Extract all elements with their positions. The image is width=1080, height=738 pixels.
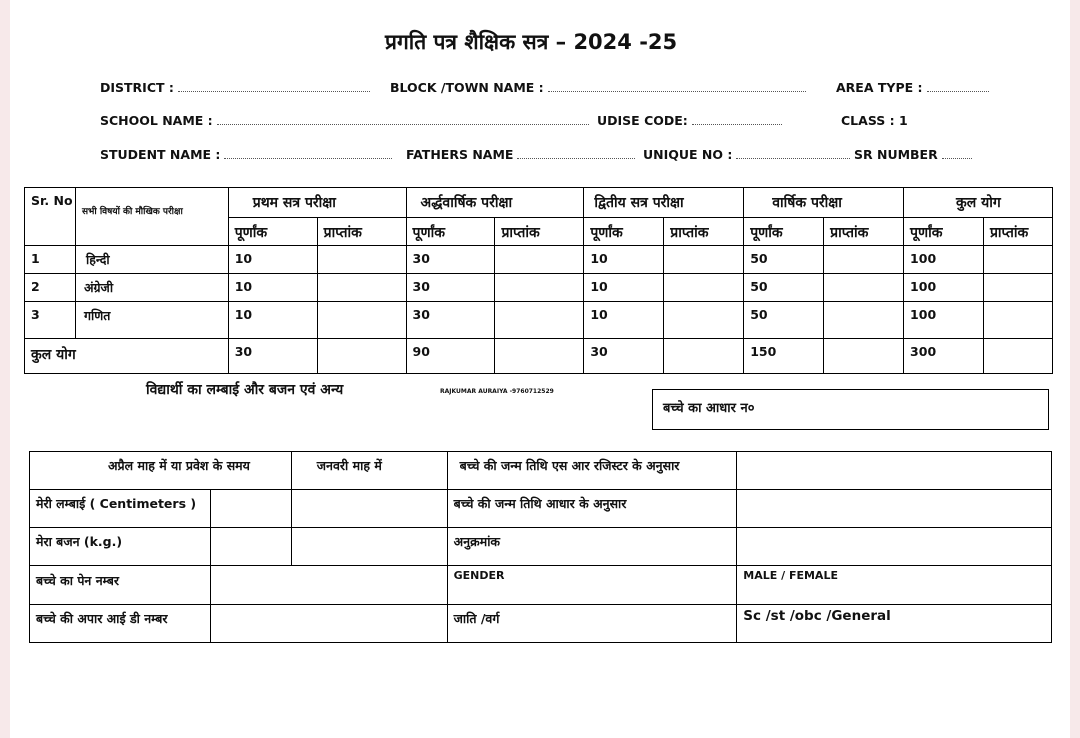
sr-cell: 3 [25,302,76,339]
full-marks-cell: 30 [406,302,495,339]
area-type-label: AREA TYPE : [836,80,923,95]
block-label: BLOCK /TOWN NAME : [390,80,544,95]
full-marks-cell: 10 [228,246,317,274]
obtained-marks-cell[interactable] [317,246,406,274]
full-marks-cell: 10 [584,274,664,302]
table-row [25,302,1053,339]
obtained-marks-cell[interactable] [317,302,406,339]
table-row [25,246,1053,274]
full-marks-header: पूर्णांक [228,218,317,246]
table-row [30,566,1052,605]
table-row [30,605,1052,643]
total-obtained-cell[interactable] [664,339,744,374]
exam-header-3: द्वितीय सत्र परीक्षा [584,188,744,218]
area-type-field [836,80,989,95]
gender-label: GENDER [447,566,737,605]
dob-aadhaar-label: बच्चे की जन्म तिथि आधार के अनुसार [447,490,737,528]
total-full-cell: 90 [406,339,495,374]
full-marks-cell: 10 [228,302,317,339]
obtained-marks-cell[interactable] [824,302,904,339]
sr-number-label: SR NUMBER [854,147,938,162]
obtained-marks-header: प्राप्तांक [664,218,744,246]
obtained-marks-cell[interactable] [317,274,406,302]
table-row [30,528,1052,566]
full-marks-cell: 50 [744,246,824,274]
height-january-value[interactable] [291,490,447,528]
student-field [100,147,392,162]
credit-text: RAJKUMAR AURAIYA -9760712529 [440,388,554,395]
aadhaar-box[interactable] [652,389,1049,430]
obtained-marks-cell[interactable] [983,274,1052,302]
gender-options[interactable]: MALE / FEMALE [737,566,1052,605]
obtained-marks-header: प्राप्तांक [983,218,1052,246]
total-obtained-cell[interactable] [495,339,584,374]
aadhaar-label: बच्चे का आधार न० [663,401,755,416]
total-obtained-cell[interactable] [824,339,904,374]
father-label: FATHERS NAME [406,147,514,162]
district-field [100,80,370,95]
school-label: SCHOOL NAME : [100,113,213,128]
weight-label: मेरा बजन (k.g.) [30,528,211,566]
total-label: कुल योग [25,339,229,374]
block-field [390,80,806,95]
exam-header-5: कुल योग [904,188,1053,218]
roll-value[interactable] [737,528,1052,566]
full-marks-cell: 10 [584,246,664,274]
table-row [30,490,1052,528]
april-header: अप्रैल माह में या प्रवेश के समय [30,452,292,490]
full-marks-cell: 30 [406,274,495,302]
weight-april-value[interactable] [210,528,291,566]
obtained-marks-header: प्राप्तांक [317,218,406,246]
sr-cell: 2 [25,274,76,302]
obtained-marks-cell[interactable] [664,274,744,302]
roll-label: अनुक्रमांक [447,528,737,566]
full-marks-cell: 50 [744,274,824,302]
full-marks-cell: 50 [744,302,824,339]
exam-header-4: वार्षिक परीक्षा [744,188,904,218]
total-full-cell: 150 [744,339,824,374]
subject-header: सभी विषयों की मौखिक परीक्षा [75,188,228,246]
obtained-marks-cell[interactable] [983,302,1052,339]
total-full-cell: 30 [228,339,317,374]
exam-header-row [25,188,1053,218]
total-obtained-cell[interactable] [983,339,1052,374]
apaar-label: बच्चे की अपार आई डी नम्बर [30,605,211,643]
total-full-cell: 300 [904,339,984,374]
total-row [25,339,1053,374]
subject-cell: गणित [75,302,228,339]
obtained-marks-cell[interactable] [983,246,1052,274]
obtained-marks-cell[interactable] [495,246,584,274]
obtained-marks-header: प्राप्तांक [824,218,904,246]
obtained-marks-cell[interactable] [495,274,584,302]
udise-label: UDISE CODE: [597,113,688,128]
apaar-value[interactable] [210,605,447,643]
student-details-table [29,451,1052,643]
class-label: CLASS : 1 [841,113,908,128]
subject-cell: अंग्रेजी [75,274,228,302]
exam-header-2: अर्द्धवार्षिक परीक्षा [406,188,584,218]
table-row [30,452,1052,490]
sr-cell: 1 [25,246,76,274]
obtained-marks-cell[interactable] [664,246,744,274]
january-header: जनवरी माह में [291,452,447,490]
full-marks-cell: 100 [904,246,984,274]
unique-label: UNIQUE NO : [643,147,733,162]
full-marks-header: पूर्णांक [406,218,495,246]
district-label: DISTRICT : [100,80,174,95]
school-field [100,113,589,128]
obtained-marks-cell[interactable] [495,302,584,339]
full-marks-header: पूर्णांक [584,218,664,246]
student-label: STUDENT NAME : [100,147,221,162]
caste-options[interactable]: Sc /st /obc /General [737,605,1052,643]
total-full-cell: 30 [584,339,664,374]
full-marks-cell: 100 [904,274,984,302]
obtained-marks-cell[interactable] [664,302,744,339]
unique-field [643,147,850,162]
full-marks-header: पूर्णांक [904,218,984,246]
full-marks-header: पूर्णांक [744,218,824,246]
full-marks-cell: 30 [406,246,495,274]
total-obtained-cell[interactable] [317,339,406,374]
height-label: मेरी लम्बाई ( Centimeters ) [30,490,211,528]
subject-cell: हिन्दी [75,246,228,274]
udise-field [597,113,782,128]
father-field [406,147,635,162]
section-heading: विद्यार्थी का लम्बाई और बजन एवं अन्य [146,382,344,398]
sr-number-field [854,147,972,162]
table-row [25,274,1053,302]
obtained-marks-cell[interactable] [824,246,904,274]
exam-header-1: प्रथम सत्र परीक्षा [228,188,406,218]
pen-value[interactable] [210,566,447,605]
dob-aadhaar-value[interactable] [737,490,1052,528]
caste-label: जाति /वर्ग [447,605,737,643]
height-april-value[interactable] [210,490,291,528]
dob-sr-label: बच्चे की जन्म तिथि एस आर रजिस्टर के अनुसार [447,452,737,490]
full-marks-cell: 100 [904,302,984,339]
full-marks-cell: 10 [228,274,317,302]
marks-table [24,187,1053,374]
pen-label: बच्चे का पेन नम्बर [30,566,211,605]
weight-january-value[interactable] [291,528,447,566]
obtained-marks-cell[interactable] [824,274,904,302]
full-marks-cell: 10 [584,302,664,339]
page-title: प्रगति पत्र शैक्षिक सत्र – 2024 -25 [385,30,678,54]
sr-header: Sr. No [25,188,76,246]
dob-sr-value[interactable] [737,452,1052,490]
obtained-marks-header: प्राप्तांक [495,218,584,246]
